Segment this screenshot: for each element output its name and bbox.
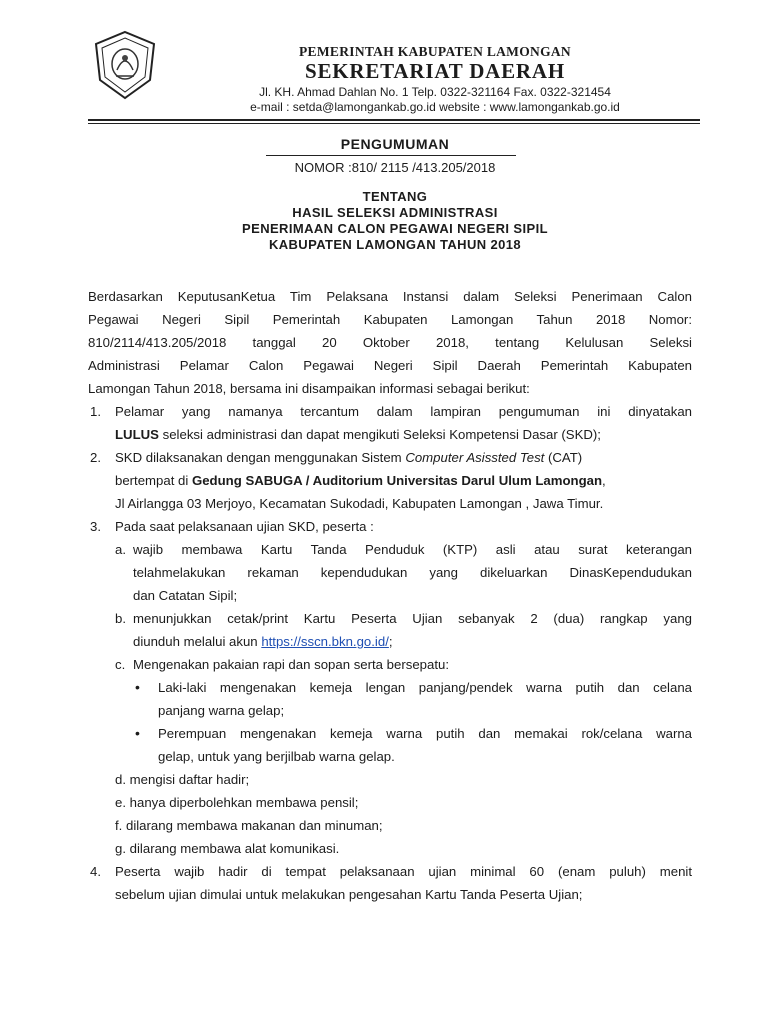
intro-line: Lamongan Tahun 2018, bersama ini disampaikan informasi sebagai berikut: [88,381,530,396]
item-1-line-2-text: seleksi administrasi dan dapat mengikuti Seleksi Kompetensi Dasar (SKD); [158,427,601,442]
sub-b-text-end: ; [388,634,393,649]
item-2-text: SKD dilaksanakan dengan menggunakan Sistem [115,450,406,465]
item-2-venue-suffix: , [602,473,606,488]
sub-f: f. dilarang membawa makanan dan minuman; [115,818,383,833]
sub-a-line-2: telahmelakukan rekaman kependudukan yang dikeluarkan DinasKependudukan [133,565,692,580]
item-number-1: 1. [90,404,101,419]
item-number-3: 3. [90,519,101,534]
item-2-text-end: (CAT) [544,450,583,465]
sscn-link[interactable]: https://sscn.bkn.go.id/ [261,634,389,649]
item-4-line-1: Peserta wajib hadir di tempat pelaksanaan ujian minimal 60 (enam puluh) menit [115,864,692,879]
letterhead-divider-thin [88,123,700,124]
item-2-line-2 [115,473,606,488]
dress-male-line-2: panjang warna gelap; [158,703,285,718]
dress-male-line-1: Laki-laki mengenakan kemeja lengan panjang/pendek warna putih dan celana [158,680,692,695]
dress-female-line-1: Perempuan mengenakan kemeja warna putih dan memakai rok/celana warna [158,726,692,741]
letterhead-office: SEKRETARIAT DAERAH [304,59,566,83]
sub-a-line-1: wajib membawa Kartu Tanda Penduduk (KTP) asli atau surat keterangan [133,542,692,557]
header-line-3: KABUPATEN LAMONGAN TAHUN 2018 [268,237,522,252]
item-1-line-2 [115,427,601,442]
document-title: PENGUMUMAN [340,136,450,152]
lulus-bold: LULUS [115,427,159,442]
item-4-line-2: sebelum ujian dimulai untuk melakukan pengesahan Kartu Tanda Peserta Ujian; [115,887,583,902]
item-number-4: 4. [90,864,101,879]
letterhead-address: Jl. KH. Ahmad Dahlan No. 1 Telp. 0322-321164 Fax. 0322-321454 [259,85,611,99]
item-3-line-1: Pada saat pelaksanaan ujian SKD, peserta : [115,519,374,534]
sub-c-line-1: Mengenakan pakaian rapi dan sopan serta bersepatu: [133,657,449,672]
letterhead-divider [88,119,700,121]
item-number-2: 2. [90,450,101,465]
sub-g: g. dilarang membawa alat komunikasi. [115,841,340,856]
letterhead-contact: e-mail : setda@lamongankab.go.id website : www.lamongankab.go.id [250,100,620,114]
sub-b-line-2 [133,634,393,649]
lamongan-emblem-icon [92,30,158,100]
bullet-icon: • [135,725,140,741]
item-2-venue-prefix: bertempat di [115,473,192,488]
sub-label-b: b. [115,611,126,626]
sub-b-line-1: menunjukkan cetak/print Kartu Peserta Ujian sebanyak 2 (dua) rangkap yang [133,611,692,626]
header-line-1: HASIL SELEKSI ADMINISTRASI [292,205,498,220]
sub-d: d. mengisi daftar hadir; [115,772,250,787]
item-2-line-3: Jl Airlangga 03 Merjoyo, Kecamatan Sukodadi, Kabupaten Lamongan , Jawa Timur. [115,496,604,511]
sub-a-line-3: dan Catatan Sipil; [133,588,238,603]
item-2-line-1 [115,450,582,465]
bullet-icon: • [135,679,140,695]
cat-italic: Computer Asissted Test [405,450,545,465]
title-underline [266,155,516,156]
sub-label-a: a. [115,542,126,557]
header-tentang: TENTANG [362,189,428,204]
document-number: NOMOR :810/ 2115 /413.205/2018 [294,160,496,175]
sub-b-text: diunduh melalui akun [133,634,262,649]
sub-label-c: c. [115,657,126,672]
intro-line: Administrasi Pelamar Calon Pegawai Negeri Sipil Daerah Pemerintah Kabupaten [88,358,692,373]
venue-bold: Gedung SABUGA / Auditorium Universitas Darul Ulum Lamongan [191,473,603,488]
header-line-2: PENERIMAAN CALON PEGAWAI NEGERI SIPIL [242,221,548,236]
sub-e: e. hanya diperbolehkan membawa pensil; [115,795,359,810]
intro-line: Berdasarkan KeputusanKetua Tim Pelaksana Instansi dalam Seleksi Penerimaan Calon [88,289,692,304]
letterhead-government: PEMERINTAH KABUPATEN LAMONGAN [299,44,571,59]
intro-line: 810/2114/413.205/2018 tanggal 20 Oktober 2018, tentang Kelulusan Seleksi [88,335,692,350]
intro-line: Pegawai Negeri Sipil Pemerintah Kabupaten Lamongan Tahun 2018 Nomor: [88,312,692,327]
item-1-line-1: Pelamar yang namanya tercantum dalam lampiran pengumuman ini dinyatakan [115,404,692,419]
dress-female-line-2: gelap, untuk yang berjilbab warna gelap. [158,749,395,764]
